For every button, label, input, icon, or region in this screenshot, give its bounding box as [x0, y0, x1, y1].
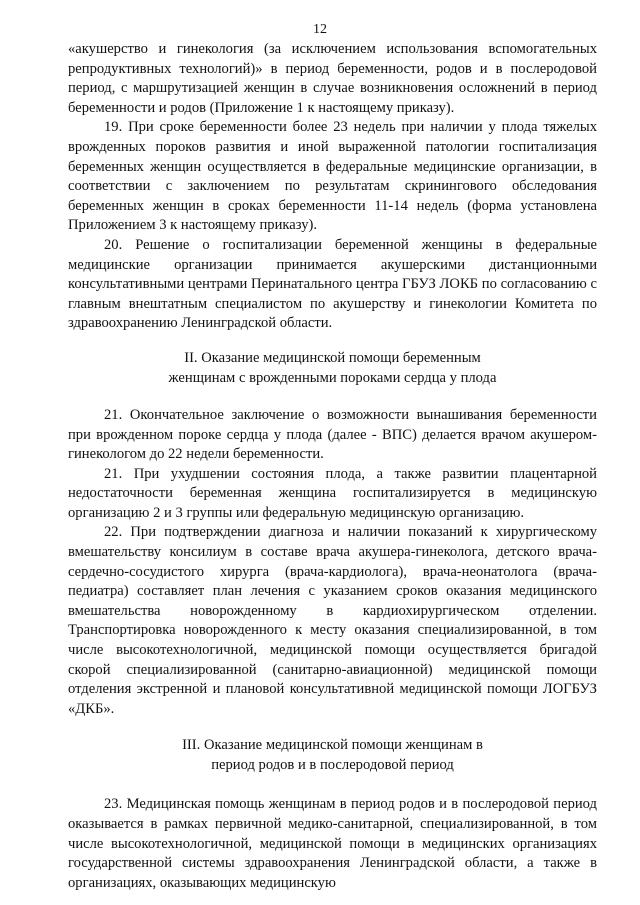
- section-2-heading: [68, 348, 597, 388]
- page-number: 12: [313, 22, 327, 37]
- section-3-heading: [68, 735, 597, 775]
- paragraph-21b: 21. При ухудшении состояния плода, а также развитии плацентарной недостаточности беременная женщина госпитализируется в медицинскую организацию 2 и 3 группы или федеральную медицинскую организацию.: [68, 465, 597, 521]
- paragraph-23: 23. Медицинская помощь женщинам в период родов и в послеродовой период оказывается в рамках первичной медико-санитарной, специализированной, в том числе высокотехнологичной, медицинской помощи в медицинских организациях государственной системы здравоохранения Ленинградской области, а также в организациях, оказывающих медицинскую: [68, 796, 597, 891]
- section-2-heading-line-1: II. Оказание медицинской помощи беременным: [184, 349, 481, 366]
- section-3-heading-line-2: период родов и в послеродовой период: [211, 757, 454, 774]
- paragraph-19: 19. При сроке беременности более 23 недель при наличии у плода тяжелых врожденных пороков развития и иной выраженной патологии госпитализация беременных женщин осуществляется в федеральные медицинские организации, в соответствии с заключением по результатам скринингового обследования беременных женщин в сроках беременности 11-14 недель (форма установлена Приложением 3 к настоящему приказу).: [68, 119, 597, 234]
- paragraph-20: 20. Решение о госпитализации беременной женщины в федеральные медицинские организации принимается акушерскими дистанционными консультативными центрами Перинатального центра ГБУЗ ЛОКБ по согласованию с главным внештатным специалистом по акушерству и гинекологии Комитета по здравоохранению Ленинградской области.: [68, 236, 597, 332]
- document-body: [68, 40, 597, 893]
- section-2-heading-line-2: женщинам с врожденными пороками сердца у плода: [168, 369, 497, 386]
- section-3-heading-line-1: III. Оказание медицинской помощи женщинам в: [182, 737, 483, 754]
- paragraph-21a: 21. Окончательное заключение о возможности вынашивания беременности при врожденном пороке сердца у плода (далее - ВПС) делается врачом акушером-гинекологом до 22 недели беременности.: [68, 406, 597, 463]
- paragraph-continuation: «акушерство и гинекология (за исключением использования вспомогательных репродуктивных технологий)» в период беременности, родов и в послеродовой период, с маршрутизацией женщин в случае возникновения осложнений в период беременности и родов (Приложение 1 к настоящему приказу).: [68, 41, 597, 116]
- paragraph-22: 22. При подтверждении диагноза и наличии показаний к хирургическому вмешательству консилиум в составе врача акушера-гинеколога, детского врача-сердечно-сосудистого хирурга (врача-кардиолога), врача-неонатолога (врача-педиатра) составляет план лечения с указанием сроков оказания медицинского вмешательства новорожденному в кардиохирургическом отделении. Транспортировка новорожденного к месту оказания специализированной, в том числе высокотехнологичной, медицинской помощи осуществляется бригадой скорой специализированной (санитарно-авиационной) медицинской помощи отделения экстренной и плановой консультативной медицинской помощи ЛОГБУЗ «ДКБ».: [68, 524, 597, 717]
